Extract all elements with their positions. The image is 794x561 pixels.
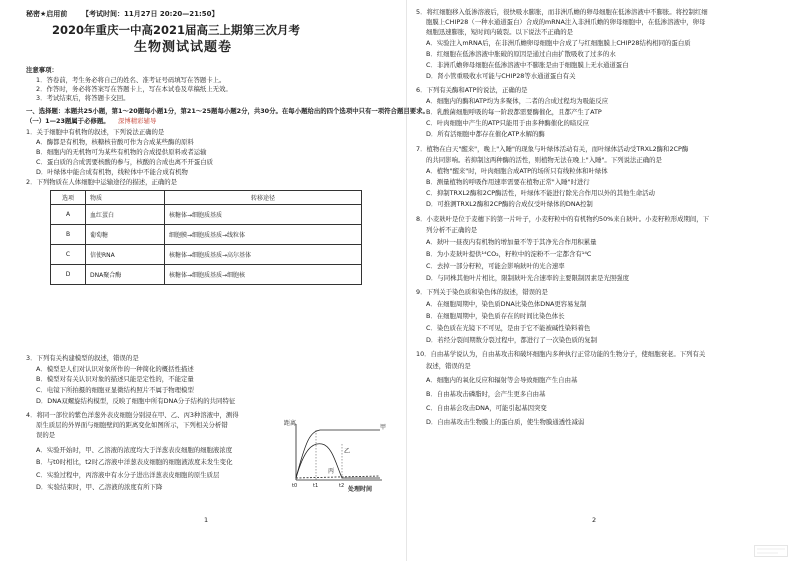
table-header-cell: 选项 [51, 191, 86, 205]
secret-label: 秘密★启用前 [26, 10, 68, 18]
q1-stem: 1．关于细胞中有机物的叙述，下列说法正确的是 [26, 128, 165, 136]
exam-title: 2020年重庆一中高2021届高三上期第三次月考 [52, 23, 301, 37]
graph-series-label: 乙 [344, 448, 351, 455]
q10-stem-line: 叙述，错误的是 [426, 362, 471, 370]
q7-option: A．植物"醒来"时，叶肉细胞合成ATP的场所只有线粒体和叶绿体 [426, 167, 608, 175]
table-header-row [51, 191, 362, 205]
q4-graph [286, 420, 390, 496]
q9-stem: 9．下列关于染色质和染色体的叙述，错误的是 [416, 288, 548, 296]
q4-option: C．实验过程中，丙溶液中有水分子进出洋葱表皮细胞的原生质层 [36, 471, 220, 479]
q3-option: C．电镜下所拍摄的细胞亚显微结构照片不属于物理模型 [36, 386, 194, 394]
q4-option: B．与t0时相比，t2时乙溶液中洋葱表皮细胞的细胞液浓度未发生变化 [36, 458, 233, 466]
notes-heading: 注意事项： [26, 66, 58, 74]
paper-title: 生物测试试题卷 [134, 40, 233, 55]
q8-option: C．去掉一部分籽粒，可能会影响麸叶的光合速率 [426, 262, 565, 270]
q9-option: A．在细胞周期中，染色质DNA比染色体DNA更容易复制 [426, 300, 587, 308]
table-cell: 血红蛋白 [86, 205, 165, 225]
q4-stem-line: 误的是 [36, 431, 56, 439]
page-number: 2 [592, 516, 597, 524]
exam-time: 【考试时间：11月27日 20:20—21:50】 [82, 10, 219, 18]
curve-yi [296, 444, 380, 478]
table-cell: 细胞膜→细胞质基质→线粒体 [165, 225, 362, 245]
q9-option: D．若经分裂间期数分裂过程中，都进行了一次染色质的复制 [426, 336, 598, 344]
table-cell: C [51, 245, 86, 265]
table-cell: D [51, 265, 86, 285]
q7-stem-line: 的共同影响。若抑制这两种酶的活性，则植物无法在晚上"入睡"。下列说法正确的是 [426, 156, 662, 164]
q6-stem: 6．下列有关酶和ATP的说法，正确的是 [416, 86, 528, 94]
q6-option: B．乳酸菌细胞呼吸的每一阶段都需要酶催化，且都产生了ATP [426, 108, 602, 116]
graph-tick: t0 [292, 483, 298, 489]
table-cell: A [51, 205, 86, 225]
q10-stem-line: 10．自由基学说认为，自由基攻击和破坏细胞内多种执行正常功能的生物分子，使细胞衰老。下列有关 [416, 350, 706, 358]
table-cell: B [51, 225, 86, 245]
q5-stem-line: 5．将红细胞移入低渗溶液后，很快吸水膨胀，而非洲爪蟾的卵母细胞在低渗溶液中不膨胀。将控制红细 [416, 8, 708, 16]
q3-option: D．DNA双螺旋结构模型，反映了细胞中所有DNA分子结构的共同特征 [36, 397, 236, 405]
note-item: 1．答卷前，考生务必将自己的姓名、准考证号码填写在答题卡上。 [36, 76, 226, 84]
q1-option: A．酶都是有机物，核糖核苷酸可作为合成某些酶的原料 [36, 138, 194, 146]
q8-option: B．为小麦麸叶提供¹⁴CO₂，籽粒中的淀粉不一定都含有¹⁴C [426, 250, 592, 258]
curve-jia [296, 430, 380, 478]
q5-stem-line: 胞膜上CHIP28（一种水通道蛋白）合成的mRNA注入非洲爪蟾的卵母细胞中，在低渗溶液中，卵母 [426, 18, 706, 26]
table-row [51, 245, 362, 265]
graph-xlabel: 处理时间 [348, 486, 373, 493]
table-cell: 核糖体→细胞质基质→细胞核 [165, 265, 362, 285]
page-right [414, 0, 780, 561]
q7-stem-line: 7．植物在白天"醒来"，晚上"入睡"的现象与叶绿体活动有关，而叶绿体活动受TRXL2酶和2CP酶 [416, 145, 689, 153]
q10-option: A．细胞内的氧化反应和辐射等会导致细胞产生自由基 [426, 376, 578, 384]
table-header-cell: 转移途径 [165, 191, 362, 205]
q8-option: A．麸叶一昼夜内有机物的增加量不等于其净光合作用积累量 [426, 238, 597, 246]
graph-ylabel: 距离 [284, 420, 297, 427]
q7-option: C．抑制TRXL2酶和2CP酶活性，叶绿体不能进行除光合作用以外的其他生命活动 [426, 189, 655, 197]
q4-stem-line: 原生质层的外界面与细胞壁间的距离变化如图所示，下列相关分析错 [36, 421, 228, 429]
table-cell: 核糖体→细胞质基质 [165, 205, 362, 225]
q4-stem-line: 4．将同一部位的紫色洋葱外表皮细胞分别浸在甲、乙、丙3种溶液中，测得 [26, 411, 239, 419]
table-cell: 信使RNA [86, 245, 165, 265]
q7-option: D．可推测TRXL2酶和2CP酶的合成仅受叶绿体的DNA控制 [426, 200, 593, 208]
q8-option: D．与同株其他叶片相比，限制麸叶光合速率的主要限制因素是光照强度 [426, 274, 630, 282]
q3-option: B．模型对有关认识对象的描述只能是定性的，不能定量 [36, 375, 194, 383]
q7-option: B．测量植物的呼吸作用速率需要在植物正常"入睡"时进行 [426, 178, 590, 186]
q5-option: D．肾小管重吸收水可能与CHIP28等水通道蛋白有关 [426, 72, 576, 80]
q3-option: A．模型是人们对认识对象所作的一种简化的概括性描述 [36, 365, 194, 373]
q8-stem-line: 列分析不正确的是 [426, 226, 478, 234]
q6-option: D．所有活细胞中都存在催化ATP水解的酶 [426, 130, 545, 138]
table-row [51, 265, 362, 285]
q5-option: C．非洲爪蟾卵母细胞在低渗溶液中不膨胀是由于细胞膜上无水通道蛋白 [426, 61, 629, 69]
q5-stem-line: 细胞迅速膨胀，短时间内破裂。以下说法不正确的是 [426, 28, 573, 36]
section-sub: （一）1—23题属于必修题。 [26, 117, 110, 125]
q2-stem: 2．下列物质在人体细胞中运输途径的描述，正确的是 [26, 178, 178, 186]
q10-option: D．自由基攻击生物膜上的蛋白质，使生物膜通透性减弱 [426, 418, 585, 426]
corner-stamp-icon [754, 545, 788, 557]
table-cell: 葡萄糖 [86, 225, 165, 245]
table-row [51, 205, 362, 225]
graph-tick: t2 [339, 483, 345, 489]
q9-option: B．在细胞周期中，染色质存在的时间比染色体长 [426, 312, 565, 320]
table-cell: DNA聚合酶 [86, 265, 165, 285]
q8-stem-line: 8．小麦麸叶是位于麦穗下的第一片叶子，小麦籽粒中的有机物约50%来自麸叶。小麦籽粒形成期间，下 [416, 215, 710, 223]
q1-option: B．细胞内的无机物可为某些有机物的合成提供原料或者运输 [36, 148, 207, 156]
watermark-text: 深博精彩辅导 [118, 117, 157, 125]
q5-option: A．实验注入mRNA后，在非洲爪蟾卵母细胞中合成了与红细胞膜上CHIP28结构相同的蛋白质 [426, 39, 691, 47]
q10-option: C．自由基会攻击DNA，可能引起基因突变 [426, 404, 547, 412]
q4-option: A．实验开始时，甲、乙溶液的浓度均大于洋葱表皮细胞的细胞液浓度 [36, 446, 233, 454]
page-divider [406, 0, 407, 561]
page-left [24, 0, 429, 561]
note-item: 2．作答时，务必将答案写在答题卡上，写在本试卷及草稿纸上无效。 [36, 85, 232, 93]
graph-tick: t1 [313, 483, 319, 489]
graph-series-label: 丙 [328, 468, 335, 475]
q5-option: B．红细胞在低渗溶液中胀破的原因是通过自由扩散吸收了过多的水 [426, 50, 616, 58]
q10-option: B．自由基攻击磷脂时，会产生更多自由基 [426, 390, 546, 398]
q1-option: D．叶绿体中能合成有机物，线粒体中不能合成有机物 [36, 168, 188, 176]
q9-option: C．染色质在光镜下不可见，是由于它不能被碱性染料着色 [426, 324, 591, 332]
page-number: 1 [204, 516, 209, 524]
q3-stem: 3．下列有关构建模型的叙述，错误的是 [26, 354, 139, 362]
table-cell: 核糖体→细胞质基质→高尔基体 [165, 245, 362, 265]
q6-option: A．细胞内的酶和ATP均为多聚体，二者的合成过程均为吸能反应 [426, 97, 609, 105]
q2-table [50, 190, 362, 285]
table-header-cell: 物质 [86, 191, 165, 205]
table-row [51, 225, 362, 245]
q1-option: C．蛋白质的合成需要核酸的参与，核酸的合成也离不开蛋白质 [36, 158, 214, 166]
graph-series-label: 甲 [380, 424, 387, 431]
q4-graph-svg [286, 420, 390, 496]
section-heading: 一、选择题：本题共25小题，第1～20题每小题1分，第21～25题每小题2分，共30分。在每小题给出的四个选项中只有一项符合题目要求。 [26, 107, 429, 115]
q4-option: D．实验结束时，甲、乙溶液的浓度有所下降 [36, 483, 163, 491]
note-item: 3．考试结束后，将答题卡交回。 [36, 94, 130, 102]
q6-option: C．叶肉细胞中产生的ATP只能用于由多种酶催化的暗反应 [426, 119, 590, 127]
